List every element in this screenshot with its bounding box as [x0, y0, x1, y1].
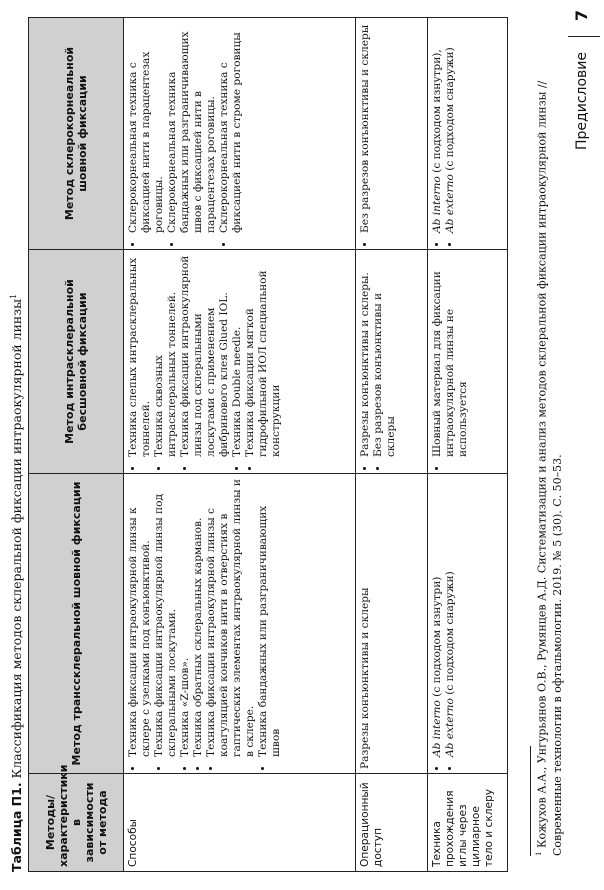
row-label-needle: Техника прохождения иглы через цилиарное тело и склеру: [428, 774, 508, 872]
italic-term: Ab interno: [431, 700, 443, 757]
list-item: • Техника бандажных или разграничивающих швов: [257, 478, 283, 757]
header-intrascleral: Метод интрасклеральной бесшовной фиксации: [29, 250, 124, 474]
table-row-needle: [428, 18, 508, 872]
list-item: • Склерокорнеальная техника с фиксацией нити в парацентезах роговицы.: [127, 22, 166, 233]
item-rest: (с подходом снаружи): [444, 47, 456, 175]
table-header-row: [29, 18, 124, 872]
cell-intrascleral-methods: [124, 250, 356, 474]
item-rest: (с подходом изнутри): [431, 576, 443, 701]
table-row-methods: [124, 18, 356, 872]
list-item: • Техника обратных склеральных карманов.: [192, 478, 205, 757]
item-rest: (с подходом снаружи): [444, 571, 456, 699]
row-label-methods: Способы: [124, 774, 356, 872]
list-item: • Склерокорнеальная техника с фиксацией нити в строме роговицы: [218, 22, 244, 233]
list-item: [431, 478, 444, 757]
header-transscleral: Метод транссклеральной шовной фиксации: [29, 474, 124, 774]
list-item: • Техника фиксации мягкой гидрофильной ИОЛ специальной конструкции: [244, 254, 283, 457]
cell-transscleral-needle: [428, 474, 508, 774]
footnote-mark: 1: [535, 851, 543, 856]
footer-divider: [568, 36, 600, 37]
footnote-rule: [530, 746, 531, 856]
table-row-access: [356, 18, 428, 872]
classification-table: [28, 17, 508, 872]
caption-label: Таблица П1.: [9, 782, 25, 872]
cell-text: Разрезы конъюнктивы и склеры: [359, 587, 371, 769]
cell-transscleral-methods: [124, 474, 356, 774]
list-item: • Техника фиксации интраокулярной линзы под склеральными лоскутами с применением фибринового клея Glued IOL.: [179, 254, 231, 457]
list-item: • Техника сквозных интрасклеральных тоннелей.: [153, 254, 179, 457]
list-item: [444, 478, 457, 757]
list-item: • Техника «Z-шов».: [179, 478, 192, 757]
list-item: • Техника фиксации интраокулярной линзы под склеральными лоскутами.: [153, 478, 179, 757]
list-item: • Техника фиксации интраокулярной линзы с коагуляцией кончиков нити в отверстиях в гаптических элементах интраокулярной линзы и в склере.: [205, 478, 257, 757]
row-label-access: Операционный доступ: [356, 774, 428, 872]
list-item: • Техника фиксации интраокулярной линзы к склере с узелками под конъюнктивой.: [127, 478, 153, 757]
header-sclerocorneal: Метод склерокорнеальной шовной фиксации: [29, 18, 124, 250]
page-number: 7: [572, 10, 591, 22]
cell-sclerocorneal-needle: [428, 18, 508, 250]
list-item: • Склерокорнеальная техника бандажных или разграничивающих швов с фиксацией нити в парацентезах роговицы.: [166, 22, 218, 233]
list-item: • Техника слепых интрасклеральных тоннелей.: [127, 254, 153, 457]
header-methods: Методы/ характеристики в зависимости от метода: [29, 774, 124, 872]
cell-sclerocorneal-methods: [124, 18, 356, 250]
caption-text: Классификация методов склеральной фиксации интраокулярной линзы: [9, 298, 25, 779]
italic-term: Ab interno: [431, 176, 443, 233]
italic-term: Ab externo: [444, 174, 456, 233]
list-item: • Техника Double needle.: [231, 254, 244, 457]
cell-intrascleral-access: [356, 250, 428, 474]
cell-sclerocorneal-access: [356, 18, 428, 250]
table-caption: [6, 12, 25, 872]
list-item: • Без разрезов конъюнктивы и склеры: [372, 254, 398, 457]
list-item: [444, 22, 457, 233]
list-item: [431, 22, 444, 233]
item-rest: (с подходом изнутри),: [431, 49, 443, 177]
caption-footnote-mark: 1: [9, 293, 18, 299]
section-title: Предисловие: [574, 52, 590, 150]
footnote-text: Кожухов А.А., Унгурьянов О.В., Румянцев А.Д. Систематизация и анализ методов склеральной фиксации интраокулярной линзы // Современные технологии в офтальмологии. 2019. № 5 (30). С. 50–53.: [535, 80, 564, 856]
footnote: [532, 20, 565, 856]
list-item: • Разрезы конъюнктивы и склеры.: [359, 254, 372, 457]
cell-transscleral-access: [356, 474, 428, 774]
cell-intrascleral-needle: [428, 250, 508, 474]
italic-term: Ab externo: [444, 698, 456, 757]
list-item: • Без разрезов конъюнктивы и склеры: [359, 22, 372, 233]
page-footer: [566, 0, 602, 880]
list-item: • Шовный материал для фиксации интраокулярной линзы не используется: [431, 254, 470, 457]
